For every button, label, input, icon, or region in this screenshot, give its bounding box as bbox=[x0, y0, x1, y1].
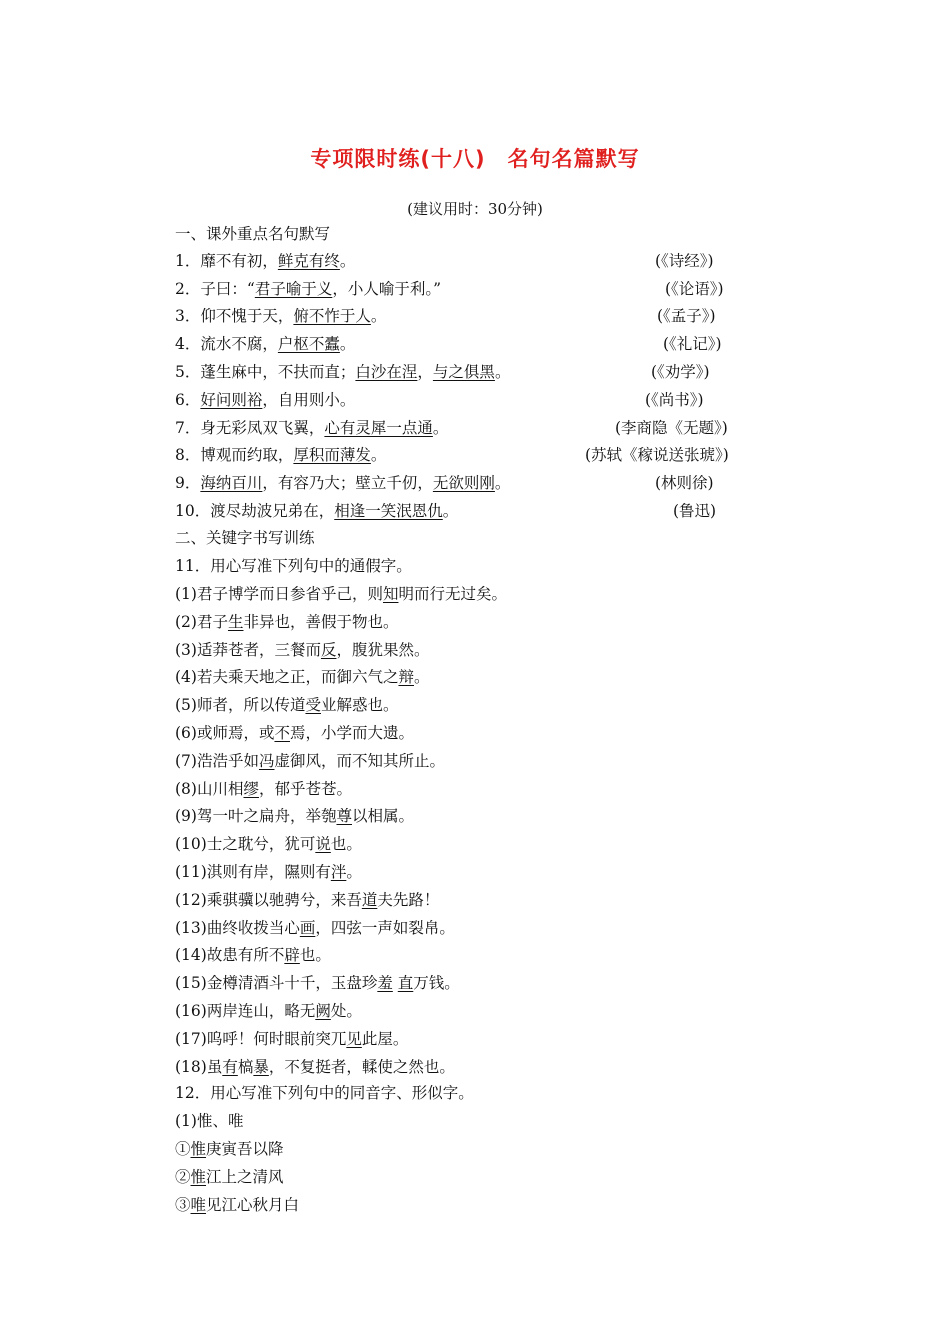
quote-source: (林则徐) bbox=[655, 474, 714, 492]
underlined-char: 反 bbox=[320, 640, 337, 659]
sentence-text: ② bbox=[175, 1168, 191, 1186]
sentence-text: 焉，小学而大遗。 bbox=[289, 724, 414, 742]
quote-text: 子曰：“ bbox=[200, 280, 255, 298]
quote-item bbox=[175, 443, 775, 467]
sentence-text: (18)虽 bbox=[175, 1057, 223, 1076]
item-number: 10． bbox=[175, 502, 211, 520]
sentence-text: 也。 bbox=[330, 835, 362, 854]
sentence-text: (16)两岸连山，略无 bbox=[175, 1002, 316, 1020]
answer-underlined: 鲜克有终 bbox=[277, 252, 340, 270]
sentence-text: 业解惑也。 bbox=[320, 696, 399, 715]
quote-item bbox=[175, 304, 775, 328]
quote-text: 蓬生麻中，不扶而直； bbox=[200, 363, 356, 381]
question-11-prompt: 11．用心写准下列句中的通假字。 bbox=[175, 557, 412, 575]
tongjia-item bbox=[175, 888, 775, 912]
quote-source: (《孟子》) bbox=[657, 307, 716, 325]
sentence-text: (12)乘骐骥以驰骋兮，来吾 bbox=[175, 890, 362, 909]
item-number: 7． bbox=[175, 419, 201, 437]
answer-underlined: 户枢不蠹 bbox=[277, 335, 340, 353]
sentence-text: (17)呜呼！何时眼前突兀 bbox=[175, 1029, 347, 1048]
similar-char-item bbox=[175, 1193, 775, 1217]
sentence-text: ，郁乎苍苍。 bbox=[258, 779, 352, 798]
tongjia-item bbox=[175, 804, 775, 828]
underlined-char: 有 bbox=[222, 1057, 238, 1076]
sentence-text: 非异也，善假于物也。 bbox=[243, 612, 399, 631]
quote-text: 流水不腐， bbox=[200, 335, 278, 353]
underlined-char: 惟 bbox=[190, 1140, 207, 1158]
answer-underlined: 无欲则刚 bbox=[432, 474, 495, 492]
sentence-text: 。 bbox=[413, 668, 430, 687]
section-heading: 二、关键字书写训练 bbox=[175, 529, 315, 547]
item-number: 4． bbox=[175, 335, 201, 353]
quote-text: 。 bbox=[370, 446, 387, 464]
sentence-text: (2)君子 bbox=[175, 612, 228, 631]
sentence-text: 江上之清风 bbox=[206, 1168, 284, 1186]
quote-text: 身无彩凤双飞翼， bbox=[200, 419, 325, 437]
answer-underlined: 君子喻于义 bbox=[254, 280, 333, 298]
quote-text: 靡不有初， bbox=[200, 252, 278, 270]
sentence-text: 万钱。 bbox=[413, 974, 460, 993]
tongjia-item bbox=[175, 749, 775, 773]
page-title: 专项限时练(十八) 名句名篇默写 bbox=[310, 147, 640, 171]
quote-item bbox=[175, 332, 775, 356]
item-number: 8． bbox=[175, 446, 201, 464]
sentence-text: (8)山川相 bbox=[175, 779, 244, 798]
sentence-text: 庚寅吾以降 bbox=[206, 1140, 284, 1158]
similar-char-item bbox=[175, 1165, 775, 1189]
tongjia-item bbox=[175, 721, 775, 745]
underlined-char: 说 bbox=[315, 835, 331, 854]
tongjia-item bbox=[175, 832, 775, 856]
sentence-text: 处。 bbox=[330, 1002, 362, 1020]
sentence-text: (6)或师焉，或 bbox=[175, 724, 275, 742]
underlined-char: 尊 bbox=[336, 807, 352, 826]
answer-underlined: 相逢一笑泯恩仇 bbox=[334, 502, 443, 520]
quote-source: (苏轼《稼说送张琥》) bbox=[585, 446, 729, 464]
underlined-char: 羞 bbox=[377, 974, 393, 993]
sentence-text: 此屋。 bbox=[361, 1029, 409, 1048]
tongjia-item bbox=[175, 860, 775, 884]
underlined-char: 知 bbox=[382, 585, 399, 603]
tongjia-item bbox=[175, 638, 775, 662]
tongjia-item bbox=[175, 693, 775, 717]
sentence-text: (5)师者，所以传道 bbox=[175, 696, 306, 715]
sentence-text: (15)金樽清酒斗十千，玉盘珍 bbox=[175, 974, 378, 993]
sentence-text: 槁 bbox=[237, 1057, 254, 1076]
sentence-text: ，四弦一声如裂帛。 bbox=[315, 918, 455, 937]
tongjia-item bbox=[175, 971, 775, 995]
underlined-char: 冯 bbox=[258, 751, 275, 770]
quote-item bbox=[175, 249, 775, 273]
quote-item bbox=[175, 388, 775, 412]
sentence-text: (9)驾一叶之扁舟，举匏 bbox=[175, 807, 337, 826]
tongjia-item bbox=[175, 582, 775, 606]
answer-underlined: 好问则裕 bbox=[200, 391, 263, 409]
answer-underlined: 白沙在涅 bbox=[355, 363, 418, 381]
quote-text: 。 bbox=[339, 252, 356, 270]
underlined-char: 受 bbox=[305, 696, 321, 715]
tongjia-item bbox=[175, 777, 775, 801]
underlined-char: 直 bbox=[397, 974, 414, 993]
sentence-text: 。 bbox=[346, 863, 362, 881]
sentence-text: 也。 bbox=[299, 946, 331, 965]
underlined-char: 暴 bbox=[253, 1057, 269, 1076]
item-number: 2． bbox=[175, 280, 201, 298]
sentence-text: ③ bbox=[175, 1196, 191, 1214]
quote-source: (《诗经》) bbox=[655, 252, 714, 270]
quote-text: 。 bbox=[442, 502, 459, 520]
sentence-text: 夫先路！ bbox=[377, 890, 440, 909]
sentence-text: 明而行无过矣。 bbox=[398, 585, 507, 603]
quote-item bbox=[175, 499, 775, 523]
underlined-char: 画 bbox=[299, 918, 316, 937]
underlined-char: 惟 bbox=[190, 1168, 207, 1186]
quote-source: (李商隐《无题》) bbox=[615, 419, 728, 437]
underlined-char: 道 bbox=[361, 890, 378, 909]
similar-char-item bbox=[175, 1137, 775, 1161]
answer-underlined: 海纳百川 bbox=[200, 474, 263, 492]
question-12-prompt: 12．用心写准下列句中的同音字、形似字。 bbox=[175, 1084, 474, 1102]
quote-item bbox=[175, 277, 775, 301]
tongjia-item bbox=[175, 1027, 775, 1051]
section-heading: 一、课外重点名句默写 bbox=[175, 225, 331, 243]
underlined-char: 辩 bbox=[398, 668, 414, 687]
quote-text: ， bbox=[417, 363, 433, 381]
sentence-text: ① bbox=[175, 1140, 191, 1158]
underlined-char: 泮 bbox=[330, 863, 347, 881]
quote-source: (《论语》) bbox=[665, 280, 724, 298]
similar-char-item bbox=[175, 1109, 775, 1133]
sentence-text: (3)适莽苍者，三餐而 bbox=[175, 640, 321, 659]
tongjia-item bbox=[175, 610, 775, 634]
item-number: 3． bbox=[175, 307, 201, 325]
tongjia-item bbox=[175, 943, 775, 967]
sentence-text: 以相属。 bbox=[351, 807, 414, 826]
quote-text: ，小人喻于利。” bbox=[332, 280, 442, 298]
underlined-char: 缪 bbox=[243, 779, 259, 798]
underlined-char: 辟 bbox=[284, 946, 300, 965]
quote-text: ，有容乃大；壁立千仞， bbox=[262, 474, 433, 492]
quote-source: (《礼记》) bbox=[663, 335, 722, 353]
sentence-text: (7)浩浩乎如 bbox=[175, 751, 259, 770]
page-subtitle: (建议用时：30分钟) bbox=[407, 200, 543, 218]
quote-text: 渡尽劫波兄弟在， bbox=[210, 502, 335, 520]
underlined-char: 见 bbox=[346, 1029, 362, 1048]
quote-text: 。 bbox=[432, 419, 449, 437]
answer-underlined: 心有灵犀一点通 bbox=[324, 419, 433, 437]
underlined-char: 唯 bbox=[190, 1196, 207, 1214]
tongjia-item bbox=[175, 999, 775, 1023]
sentence-text: ，不复挺者，輮使之然也。 bbox=[268, 1057, 455, 1076]
quote-text: ，自用则小。 bbox=[262, 391, 356, 409]
tongjia-item bbox=[175, 665, 775, 689]
sentence-text: ，腹犹果然。 bbox=[336, 640, 430, 659]
answer-underlined: 厚积而薄发 bbox=[293, 446, 371, 464]
underlined-char: 阙 bbox=[315, 1002, 331, 1020]
answer-underlined: 与之俱黑 bbox=[432, 363, 495, 381]
item-number: 5． bbox=[175, 363, 201, 381]
tongjia-item bbox=[175, 916, 775, 940]
quote-source: (《尚书》) bbox=[645, 391, 704, 409]
quote-source: (鲁迅) bbox=[673, 502, 717, 520]
sentence-text: 见江心秋月白 bbox=[206, 1196, 300, 1214]
sentence-text: (13)曲终收拨当心 bbox=[175, 918, 300, 937]
underlined-char: 不 bbox=[274, 724, 290, 742]
sentence-text: 虚御风，而不知其所止。 bbox=[274, 751, 445, 770]
tongjia-item bbox=[175, 1055, 775, 1079]
quote-text: 。 bbox=[339, 335, 356, 353]
quote-text: 。 bbox=[370, 307, 387, 325]
answer-underlined: 俯不怍于人 bbox=[293, 307, 371, 325]
underlined-char: 生 bbox=[227, 612, 244, 631]
sentence-text: (14)故患有所不 bbox=[175, 946, 285, 965]
quote-text: 博观而约取， bbox=[200, 446, 294, 464]
quote-text: 仰不愧于天， bbox=[200, 307, 294, 325]
item-number: 1． bbox=[175, 252, 201, 270]
quote-source: (《劝学》) bbox=[651, 363, 710, 381]
quote-item bbox=[175, 360, 775, 384]
sentence-text: (11)淇则有岸，隰则有 bbox=[175, 863, 331, 881]
quote-item bbox=[175, 416, 775, 440]
quote-text: 。 bbox=[494, 363, 511, 381]
sentence-text: (1)惟、唯 bbox=[175, 1112, 244, 1130]
item-number: 9． bbox=[175, 474, 201, 492]
sentence-text: (4)若夫乘天地之正，而御六气之 bbox=[175, 668, 399, 687]
item-number: 6． bbox=[175, 391, 201, 409]
quote-item bbox=[175, 471, 775, 495]
quote-text: 。 bbox=[494, 474, 511, 492]
sentence-text: (1)君子博学而日参省乎己，则 bbox=[175, 585, 383, 603]
sentence-text: (10)士之耽兮，犹可 bbox=[175, 835, 316, 854]
